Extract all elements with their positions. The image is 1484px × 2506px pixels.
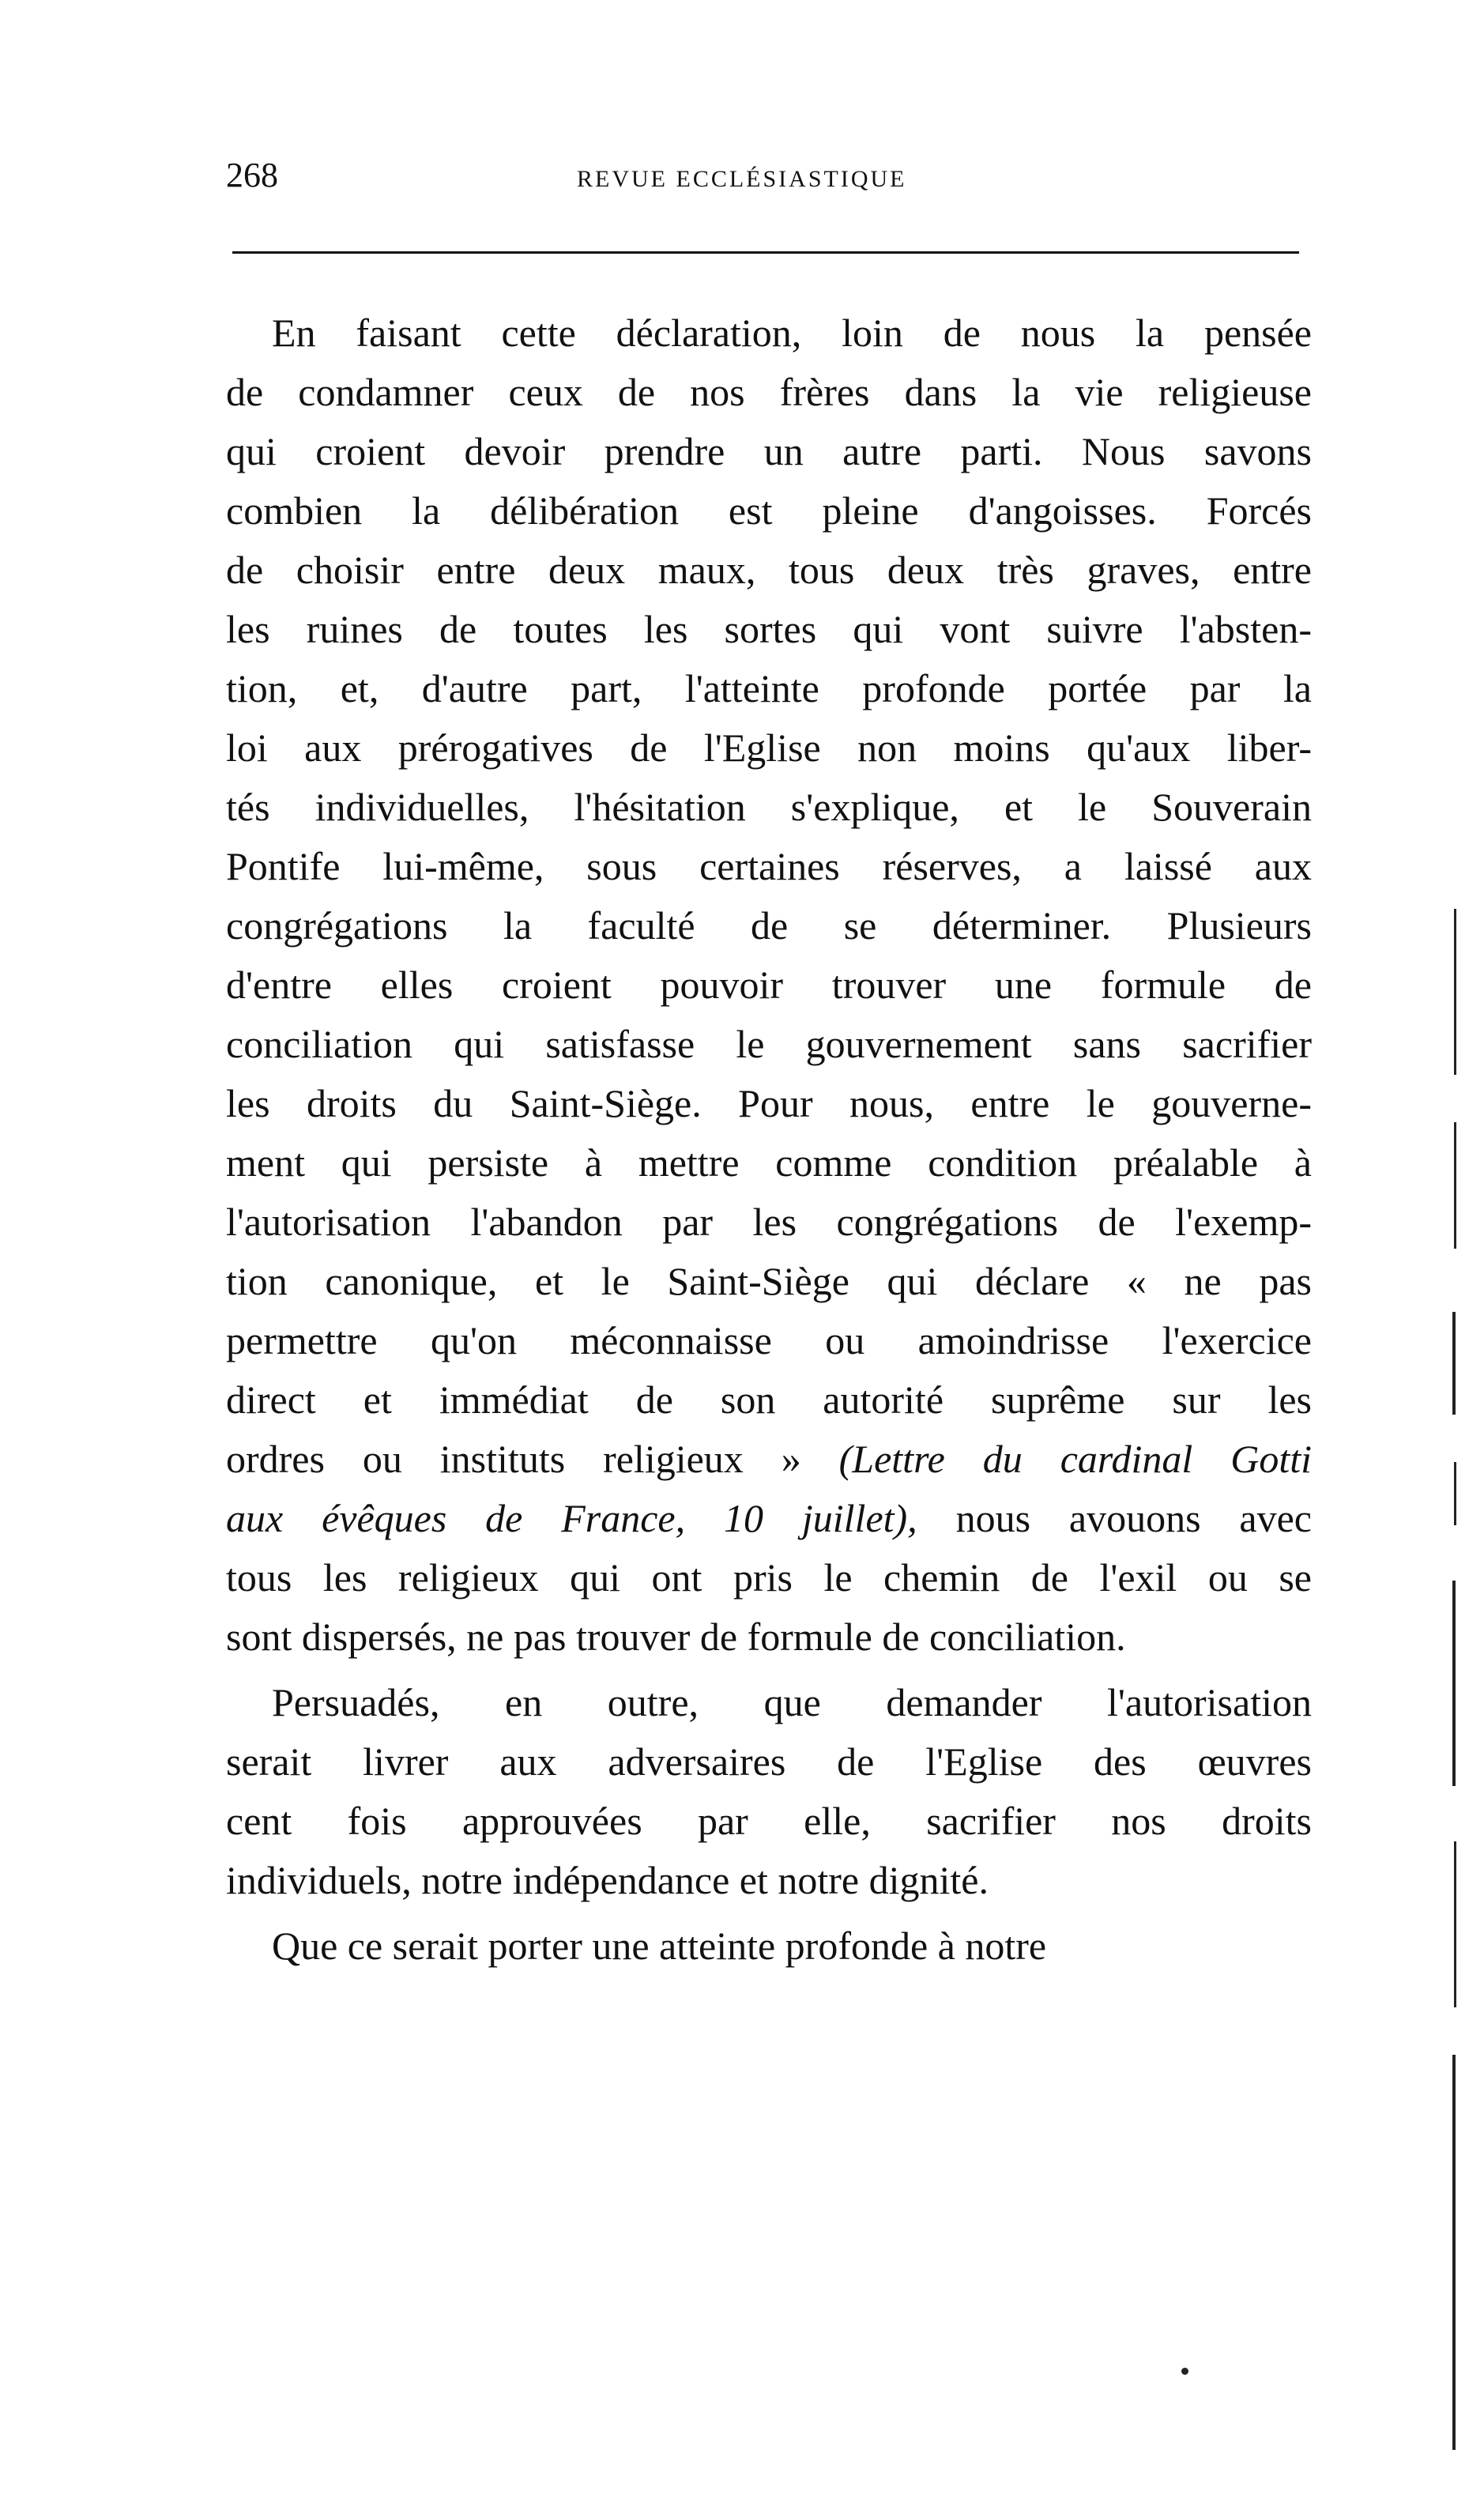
- text-line-with-citation: [226, 1430, 1312, 1489]
- text-line: tion canonique, et le Saint-Siège qui déclare « ne pas: [226, 1259, 1312, 1303]
- text-line: serait livrer aux adversaires de l'Eglise des œuvres: [226, 1739, 1312, 1784]
- text-line: direct et immédiat de son autorité suprême sur les: [226, 1377, 1312, 1422]
- text-line: de condamner ceux de nos frères dans la vie religieuse: [226, 370, 1312, 414]
- page-number: 268: [226, 156, 278, 194]
- text-line: l'autorisation l'abandon par les congrégations de l'exemp-: [226, 1200, 1312, 1244]
- text-line: cent fois approuvées par elle, sacrifier nos droits: [226, 1799, 1312, 1843]
- margin-mark: [1454, 1122, 1456, 1249]
- text-line: Persuadés, en outre, que demander l'autorisation: [272, 1680, 1312, 1724]
- text-line: combien la délibération est pleine d'angoisses. Forcés: [226, 488, 1312, 533]
- text-line: d'entre elles croient pouvoir trouver une formule de: [226, 963, 1312, 1007]
- text-line: individuels, notre indépendance et notre dignité.: [226, 1858, 989, 1902]
- margin-mark: [1454, 1462, 1456, 1525]
- margin-mark: [1454, 909, 1456, 1075]
- text-line: Pontife lui-même, sous certaines réserves, a laissé aux: [226, 844, 1312, 888]
- text-line: les droits du Saint-Siège. Pour nous, entre le gouverne-: [226, 1081, 1312, 1125]
- text-line: sont dispersés, ne pas trouver de formule de conciliation.: [226, 1615, 1126, 1659]
- text-line: tion, et, d'autre part, l'atteinte profonde portée par la: [226, 666, 1312, 710]
- text-line: congrégations la faculté de se déterminer. Plusieurs: [226, 903, 1312, 948]
- text-line-with-citation: [226, 1489, 1312, 1548]
- text-line: permettre qu'on méconnaisse ou amoindrisse l'exercice: [226, 1318, 1312, 1362]
- text-line: En faisant cette déclaration, loin de nous la pensée: [272, 311, 1312, 355]
- margin-mark: [1452, 2055, 1456, 2450]
- text-line: conciliation qui satisfasse le gouvernement sans sacrifier: [226, 1022, 1312, 1066]
- header-rule: [232, 251, 1299, 254]
- body-text: [226, 303, 1312, 1976]
- text-line: de choisir entre deux maux, tous deux très graves, entre: [226, 548, 1312, 592]
- text-line: tous les religieux qui ont pris le chemin de l'exil ou se: [226, 1555, 1312, 1600]
- dot-mark: [1181, 2368, 1188, 2375]
- text-line: les ruines de toutes les sortes qui vont suivre l'absten-: [226, 607, 1312, 651]
- text-line: Que ce serait porter une atteinte profonde à notre: [272, 1924, 1047, 1968]
- text-line: ment qui persiste à mettre comme condition préalable à: [226, 1140, 1312, 1185]
- margin-mark: [1454, 1841, 1456, 2007]
- margin-mark: [1452, 1312, 1456, 1415]
- text-line: loi aux prérogatives de l'Eglise non moins qu'aux liber-: [226, 725, 1312, 770]
- margin-mark: [1452, 1581, 1456, 1786]
- citation-italic: aux évêques de France, 10 juillet),: [226, 1496, 917, 1540]
- running-title: REVUE ECCLÉSIASTIQUE: [577, 166, 907, 192]
- text-line: qui croient devoir prendre un autre parti. Nous savons: [226, 429, 1312, 473]
- text-line: tés individuelles, l'hésitation s'explique, et le Souverain: [226, 785, 1312, 829]
- text-segment: ordres ou instituts religieux »: [226, 1437, 801, 1481]
- text-segment: nous avouons avec: [955, 1496, 1312, 1540]
- citation-italic: (Lettre du cardinal Gotti: [838, 1437, 1312, 1481]
